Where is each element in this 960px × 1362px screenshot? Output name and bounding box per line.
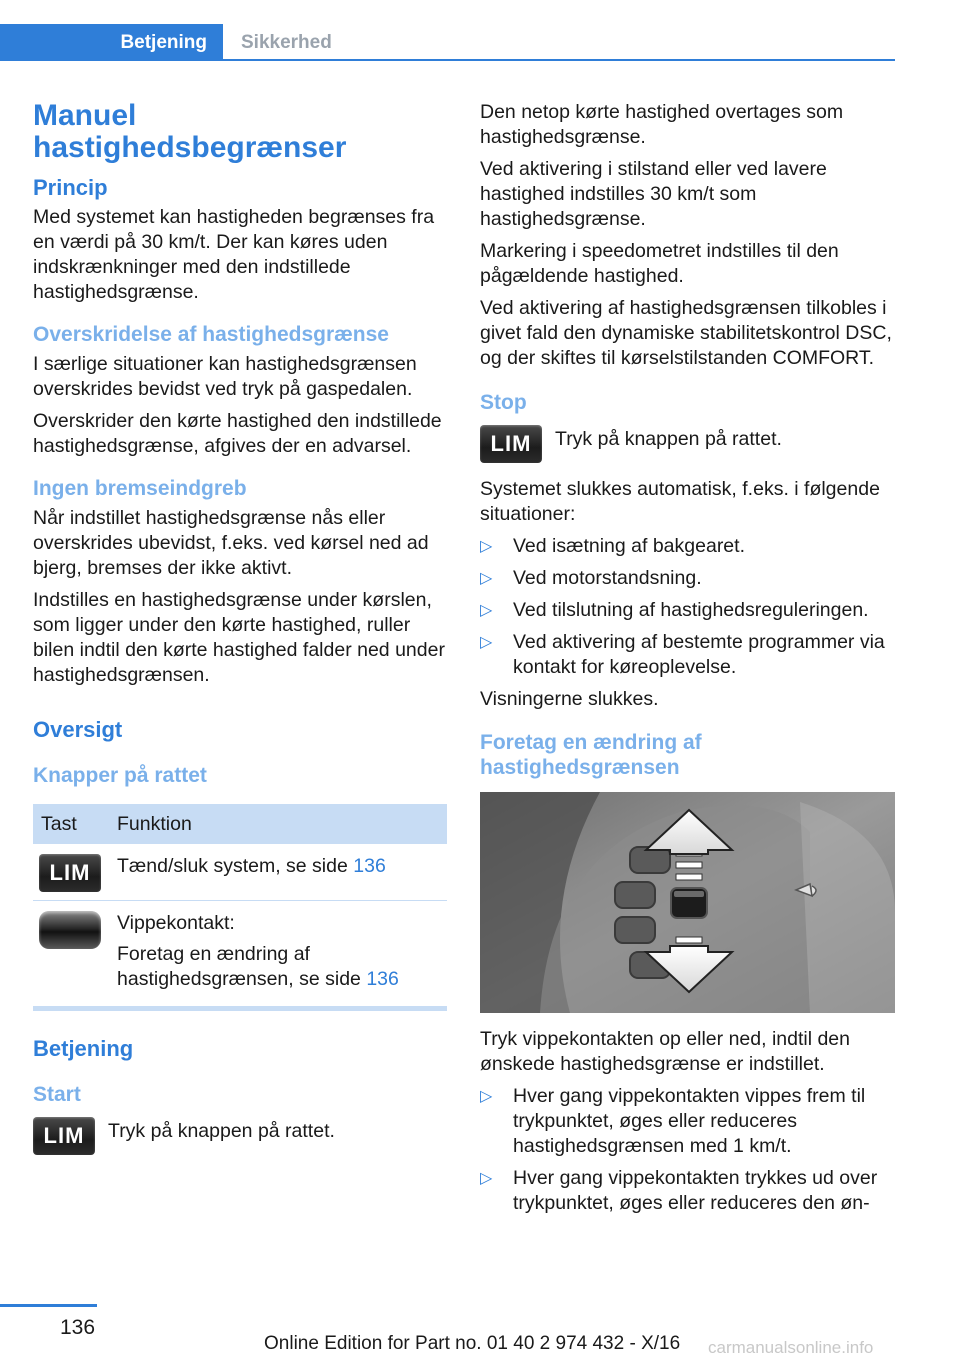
heading-overskridelse: Overskridelse af hastighedsgrænse: [33, 323, 389, 346]
table-header-row: [33, 804, 447, 844]
lim-button-icon: LIM: [39, 854, 101, 892]
overskridelse-text-1: I særlige situationer kan hastighedsgrænsen overskrides bevidst ved tryk på gaspedalen.: [33, 353, 417, 400]
bremse-text-2: Indstilles en hastighedsgrænse under kørslen, som ligger under den kørte hastighed, ruller bilen indtil den kørte hastighed falder ned under hastighedsgrænsen.: [33, 589, 445, 686]
list-item: ▷ Ved isætning af bakgearet.: [480, 535, 745, 557]
table-cell-icon: [33, 844, 109, 901]
tab-underline: [223, 59, 895, 61]
heading-princip: Princip: [33, 175, 108, 200]
left-column: [33, 100, 447, 1169]
edition-text: Online Edition for Part no. 01 40 2 974 432 - X/16: [264, 1333, 681, 1354]
page-link-136[interactable]: 136: [353, 855, 386, 877]
column-header-tast: Tast: [33, 804, 109, 844]
heading-aendring: Foretag en ændring af hastighedsgrænsen: [480, 731, 702, 779]
table-cell-icon: [33, 901, 109, 1009]
row2-text: Foretag en ændring af hastighedsgrænsen, se side: [117, 943, 361, 990]
triangle-bullet-icon: ▷: [480, 634, 493, 651]
right-text-5: Systemet slukkes automatisk, f.eks. i følgende situationer:: [480, 478, 880, 525]
heading-start: Start: [33, 1083, 81, 1106]
row2-line2: [117, 942, 439, 992]
heading-knapper: Knapper på rattet: [33, 764, 207, 787]
heading-bremse: Ingen bremseindgreb: [33, 477, 247, 500]
column-header-funktion: Funktion: [109, 804, 447, 844]
page-link-136[interactable]: 136: [366, 968, 399, 990]
right-text-4: Ved aktivering af hastighedsgrænsen tilkobles i givet fald den dynamiske stabilitetskontrol DSC, og der skiftes til kørselstilstanden COMFORT.: [480, 297, 892, 369]
right-text-3: Markering i speedometret indstilles til den pågældende hastighed.: [480, 240, 839, 287]
triangle-bullet-icon: ▷: [480, 1088, 493, 1105]
table-row: [33, 901, 447, 1009]
bremse-text-1: Når indstillet hastighedsgrænse nås eller overskrides ubevidst, f.eks. ved kørsel ned ad bjerg, bremses der ikke aktivt.: [33, 507, 429, 579]
triangle-bullet-icon: ▷: [480, 1170, 493, 1187]
row2-line1: Vippekontakt:: [117, 912, 235, 934]
right-text-2: Ved aktivering i stilstand eller ved lavere hastighed indstilles 30 km/t som hastighedsgrænse.: [480, 158, 827, 230]
lim-button-icon: LIM: [480, 425, 542, 463]
table-cell-function: [109, 844, 447, 901]
rocker-switch-icon: [39, 911, 101, 949]
row1-text: Tænd/sluk system, se side: [117, 855, 348, 877]
list-item: ▷ Ved motorstandsning.: [480, 567, 702, 589]
stop-instruction: [480, 425, 896, 463]
right-column: [480, 100, 896, 1223]
adjust-list: [480, 1084, 896, 1216]
heading-oversigt: Oversigt: [33, 717, 123, 742]
start-instruction: [33, 1117, 447, 1155]
right-text-6: Visningerne slukkes.: [480, 688, 659, 710]
right-text-1: Den netop kørte hastighed overtages som hastighedsgrænse.: [480, 101, 844, 148]
steering-wheel-illustration: [480, 792, 895, 1013]
table-cell-function: [109, 901, 447, 1009]
heading-stop: Stop: [480, 391, 527, 414]
page-title: Manuel hastighedsbegrænser: [33, 99, 347, 164]
tab-bar: [0, 0, 960, 62]
watermark: carmanualsonline.info: [708, 1338, 874, 1357]
list-item: ▷ Ved tilslutning af hastighedsreguleringen.: [480, 599, 869, 621]
princip-text: Med systemet kan hastigheden begrænses fra en værdi på 30 km/t. Der kan køres uden indskrænkninger med den indstillede hastighedsgrænse.: [33, 206, 435, 303]
tab-betjening[interactable]: Betjening: [0, 24, 223, 61]
button-table: [33, 804, 447, 1011]
stop-text: Tryk på knappen på rattet.: [555, 428, 782, 450]
triangle-bullet-icon: ▷: [480, 570, 493, 587]
overskridelse-text-2: Overskrider den kørte hastighed den indstillede hastighedsgrænse, afgives der en advarsel.: [33, 410, 442, 457]
table-row: [33, 844, 447, 901]
heading-betjening: Betjening: [33, 1036, 134, 1061]
list-item: ▷ Ved aktivering af bestemte programmer via kontakt for køreoplevelse.: [480, 631, 885, 678]
lim-button-icon: LIM: [33, 1117, 95, 1155]
footer-line: [0, 1304, 97, 1307]
start-text: Tryk på knappen på rattet.: [108, 1120, 335, 1142]
list-item: ▷ Hver gang vippekontakten vippes frem til trykpunktet, øges eller reduceres hastighedsgrænsen med 1 km/t.: [480, 1085, 866, 1157]
auto-off-list: [480, 534, 896, 680]
right-text-7: Tryk vippekontakten op eller ned, indtil den ønskede hastighedsgrænse er indstillet.: [480, 1028, 850, 1075]
triangle-bullet-icon: ▷: [480, 538, 493, 555]
triangle-bullet-icon: ▷: [480, 602, 493, 619]
tab-sikkerhed[interactable]: Sikkerhed: [241, 31, 332, 53]
page-number: 136: [60, 1316, 96, 1339]
list-item: ▷ Hver gang vippekontakten trykkes ud over trykpunktet, øges eller reduceres den øn-: [480, 1167, 878, 1214]
